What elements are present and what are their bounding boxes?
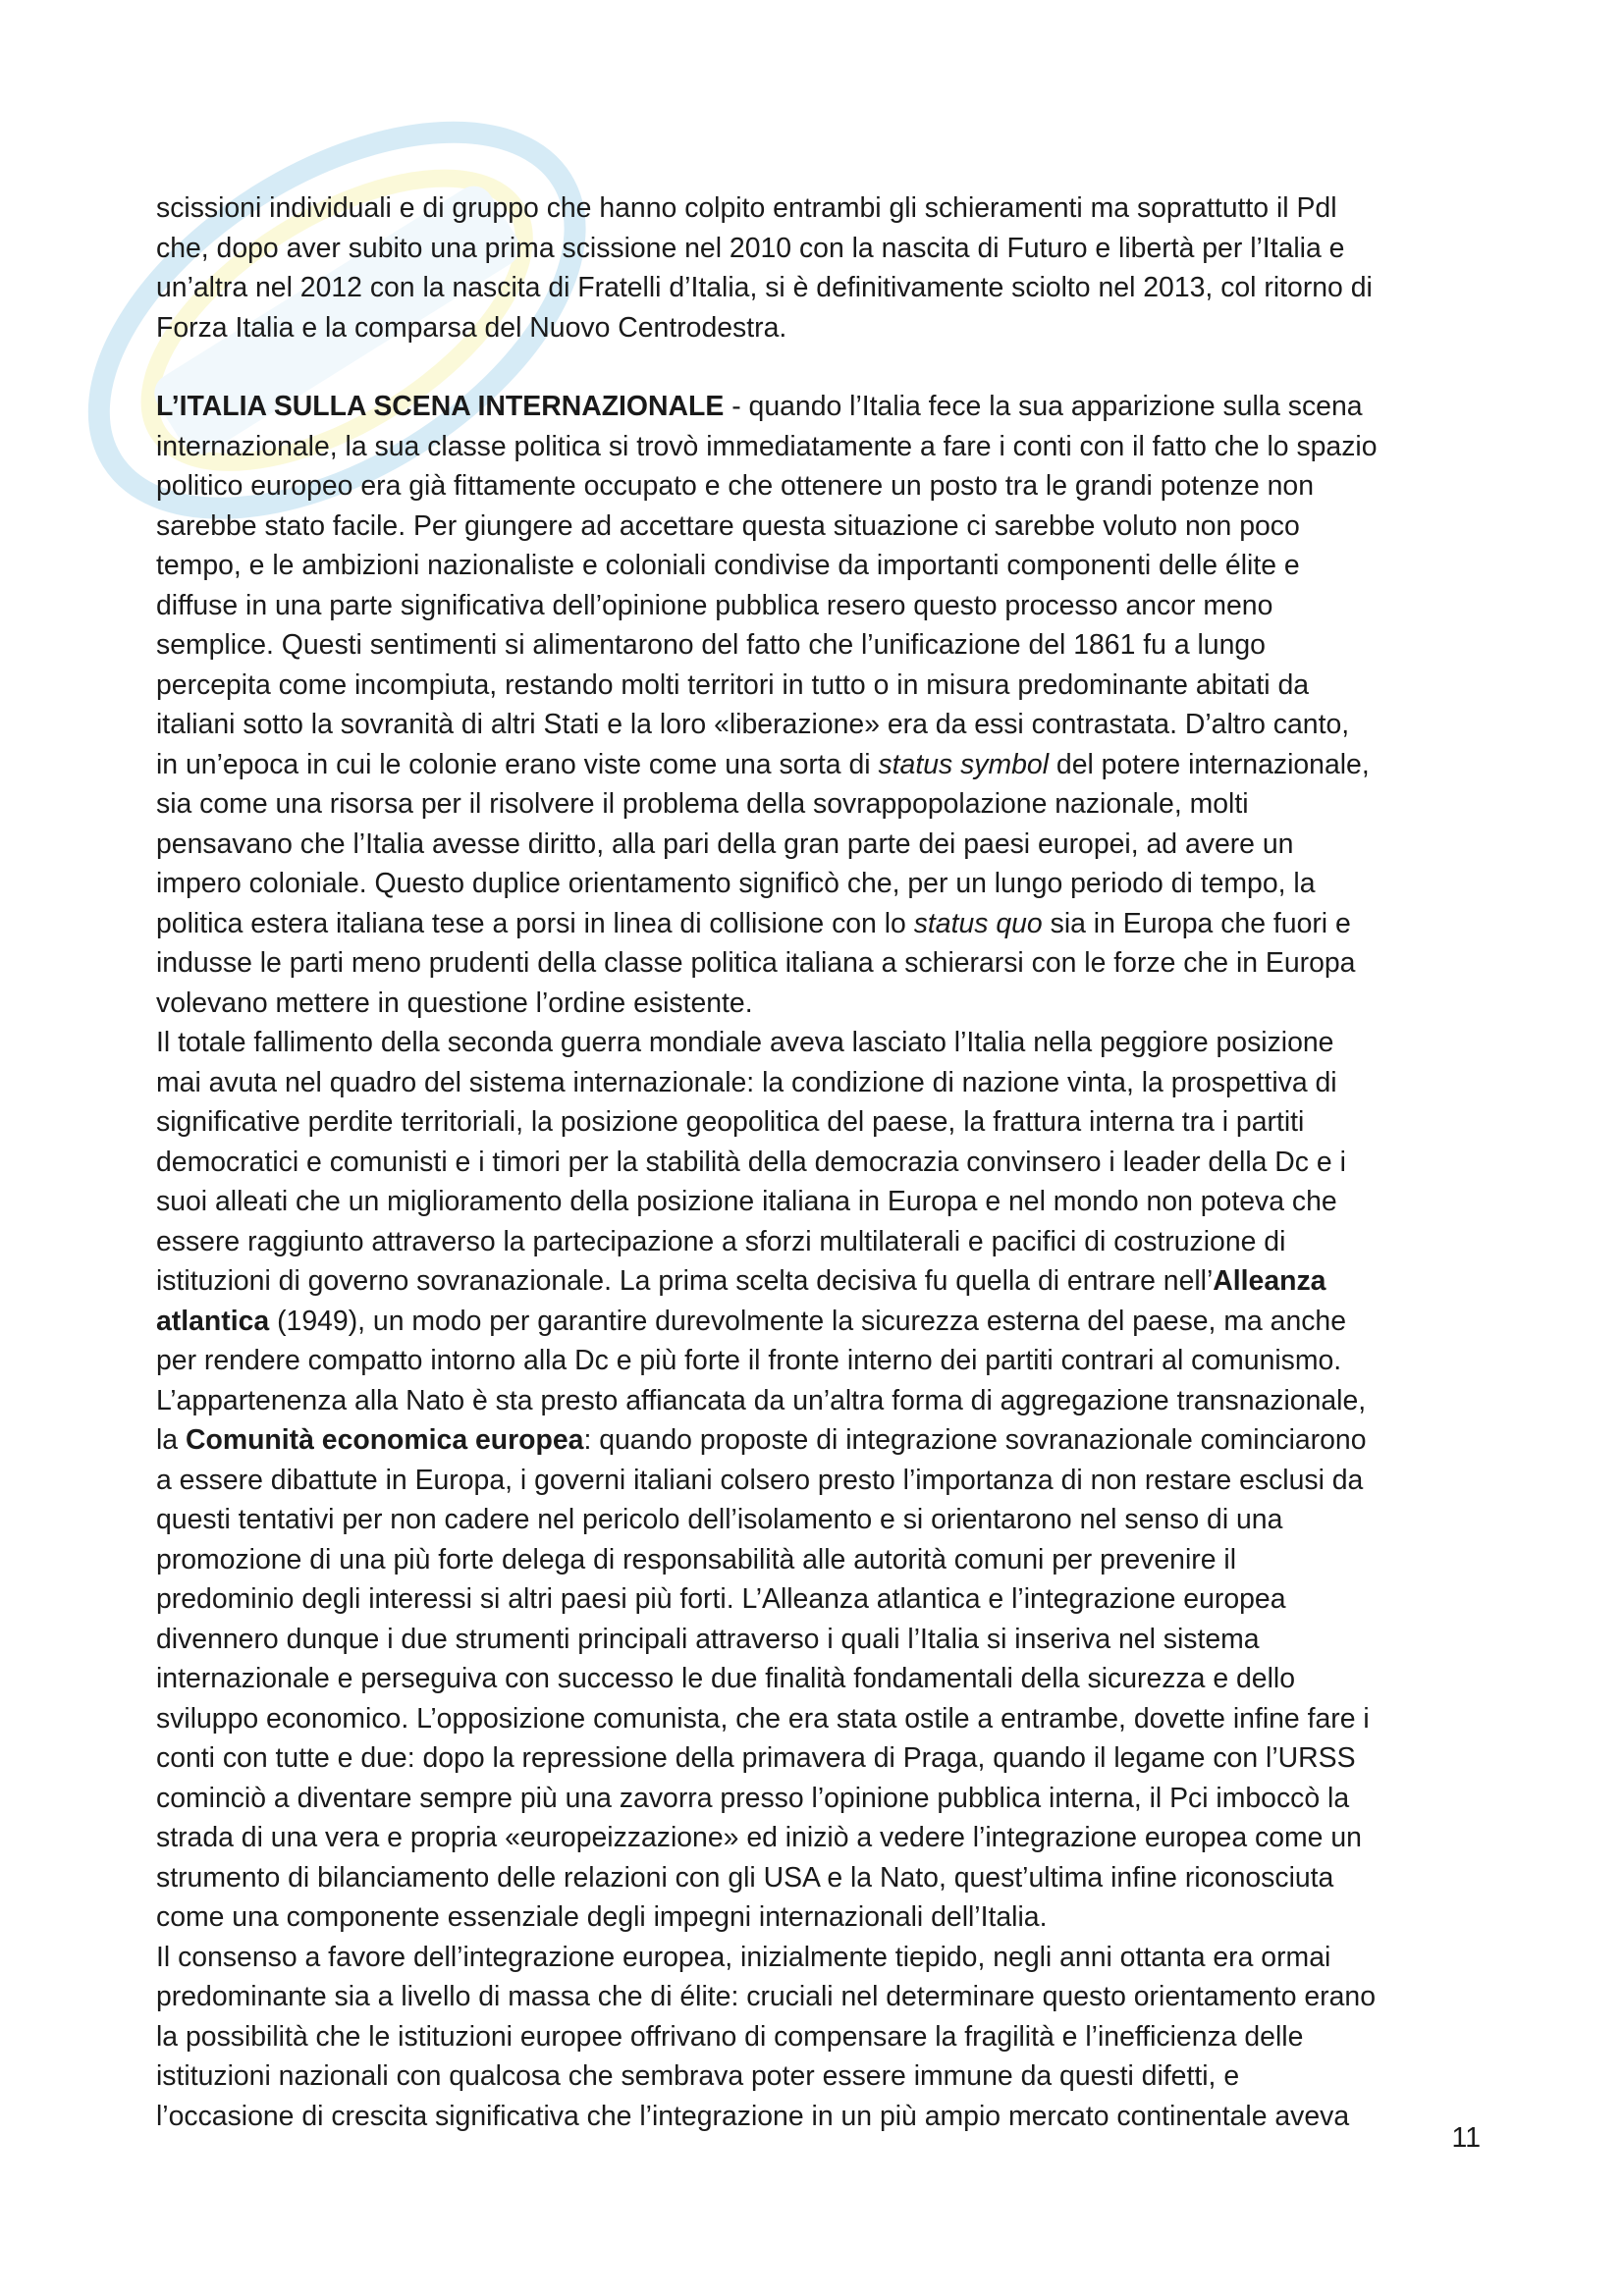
paragraph-continuation: scissioni individuali e di gruppo che hanno colpito entrambi gli schieramenti ma soprattutto il Pdl che, dopo aver subito una prima scissione nel 2010 con la nascita di Futuro e libertà per l’Italia e un’altra nel 2012 con la nascita di Fratelli d’Italia, si è definitivamente sciolto nel 2013, col ritorno di Forza Italia e la comparsa del Nuovo Centrodestra.: [156, 192, 1373, 344]
paragraph-spacer: [156, 347, 1484, 387]
paragraph-consensus: Il consenso a favore dell’integrazione europea, inizialmente tiepido, negli anni ottanta era ormai predominante sia a livello di massa che di élite: cruciali nel determinare questo orientamento erano la possibilità che le istituzioni europee offrivano di compensare la fragilità e l’inefficienza delle istituzioni nazionali con qualcosa che sembrava poter essere immune da questi difetti, e l’occasione di crescita significativa che l’integrazione in un più ampio mercato continentale aveva: [156, 1941, 1376, 2132]
text-segment: sia in Europa che fuori e indusse le parti meno prudenti della classe politica italiana a schierarsi con le forze che in Europa volevano mettere in questione l’ordine esistente.: [156, 907, 1356, 1019]
text-segment: (1949), un modo per garantire durevolmente la sicurezza esterna del paese, ma anche per rendere compatto intorno alla Dc e più forte il fronte interno dei partiti contrari al comunismo. L’appartenenza alla Nato è sta presto affiancata da un’altra forma di aggregazione transnazionale, la: [156, 1305, 1367, 1456]
italic-term-status-quo: status quo: [913, 907, 1043, 939]
bold-term-comunita-economica-europea: Comunità economica europea: [186, 1424, 584, 1456]
document-body: [156, 188, 1484, 2136]
italic-term-status-symbol: status symbol: [878, 748, 1050, 780]
bold-term-alleanza-atlantica: Alleanza atlantica: [156, 1265, 1326, 1337]
paragraph-international-scene: [156, 387, 1484, 1023]
paragraph-post-war: [156, 1023, 1484, 1938]
text-segment: del potere internazionale, sia come una risorsa per il risolvere il problema della sovrappopolazione nazionale, molti pensavano che l’Italia avesse diritto, alla pari della gran parte dei paesi europei, ad avere un impero coloniale. Questo duplice orientamento significò che, per un lungo periodo di tempo, la politica estera italiana tese a porsi in linea di collisione con lo: [156, 748, 1370, 939]
page-number: 11: [1451, 2122, 1481, 2154]
text-segment: - quando l’Italia fece la sua apparizione sulla scena internazionale, la sua classe politica si trovò immediatamente a fare i conti con il fatto che lo spazio politico europeo era già fittamente occupato e che ottenere un posto tra le grandi potenze non sarebbe stato facile. Per giungere ad accettare questa situazione ci sarebbe voluto non poco tempo, e le ambizioni nazionaliste e coloniali condivise da importanti componenti delle élite e diffuse in una parte significativa dell’opinione pubblica resero questo processo ancor meno semplice. Questi sentimenti si alimentarono del fatto che l’unificazione del 1861 fu a lungo percepita come incompiuta, restando molti territori in tutto o in misura predominante abitati da italiani sotto la sovranità di altri Stati e la loro «liberazione» era da essi contrastata. D’altro canto, in un’epoca in cui le colonie erano viste come una sorta di: [156, 391, 1378, 780]
text-segment: : quando proposte di integrazione sovranazionale cominciarono a essere dibattute in Europa, i governi italiani colsero presto l’importanza di non restare esclusi da questi tentativi per non cadere nel pericolo dell’isolamento e si orientarono nel senso di una promozione di una più forte delega di responsabilità alle autorità comuni per prevenire il predominio degli interessi si altri paesi più forti. L’Alleanza atlantica e l’integrazione europea divennero dunque i due strumenti principali attraverso i quali l’Italia si inseriva nel sistema internazionale e perseguiva con successo le due finalità fondamentali della sicurezza e dello sviluppo economico. L’opposizione comunista, che era stata ostile a entrambe, dovette infine fare i conti con tutte e due: dopo la repressione della primavera di Praga, quando il legame con l’URSS cominciò a diventare sempre più una zavorra presso l’opinione pubblica interna, il Pci imboccò la strada di una vera e propria «europeizzazione» ed iniziò a vedere l’integrazione europea come un strumento di bilanciamento delle relazioni con gli USA e la Nato, quest’ultima infine riconosciuta come una componente essenziale degli impegni internazionali dell’Italia.: [156, 1424, 1370, 1933]
section-heading: L’ITALIA SULLA SCENA INTERNAZIONALE: [156, 391, 725, 422]
text-segment: Il totale fallimento della seconda guerra mondiale aveva lasciato l’Italia nella peggiore posizione mai avuta nel quadro del sistema internazionale: la condizione di nazione vinta, la prospettiva di significative perdite territoriali, la posizione geopolitica del paese, la frattura interna tra i partiti democratici e comunisti e i timori per la stabilità della democrazia convinsero i leader della Dc e i suoi alleati che un miglioramento della posizione italiana in Europa e nel mondo non poteva che essere raggiunto attraverso la partecipazione a sforzi multilaterali e pacifici di costruzione di istituzioni di governo sovranazionale. La prima scelta decisiva fu quella di entrare nell’: [156, 1027, 1346, 1297]
